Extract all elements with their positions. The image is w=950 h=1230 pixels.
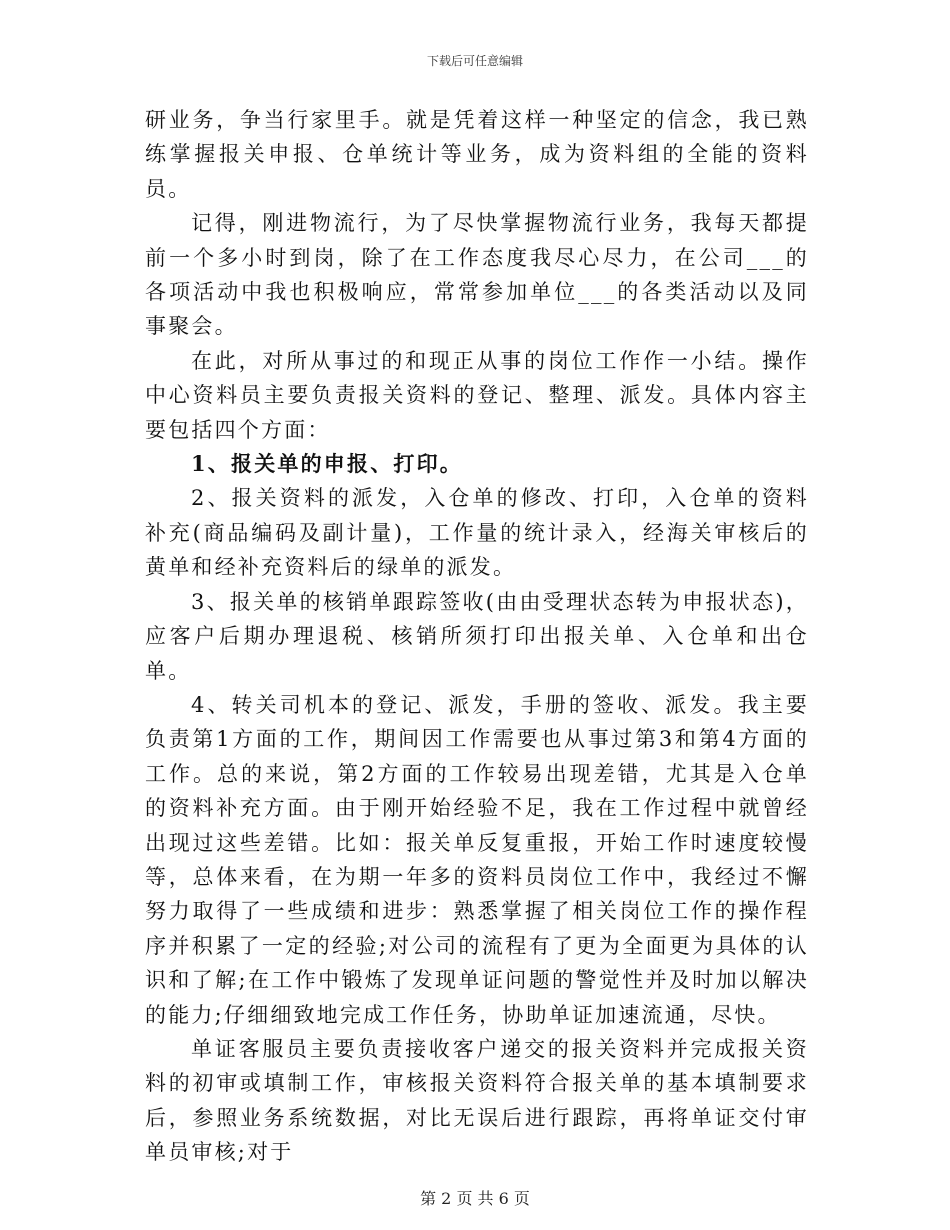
list-item-2: 2、报关资料的派发，入仓单的修改、打印，入仓单的资料补充(商品编码及副计量)，工作量的统计录入，经海关审核后的黄单和经补充资料后的绿单的派发。 bbox=[145, 486, 809, 580]
document-body bbox=[145, 103, 809, 1170]
paragraph-summary-intro: 在此，对所从事过的和现正从事的岗位工作作一小结。操作中心资料员主要负责报关资料的登记、整理、派发。具体内容主要包括四个方面： bbox=[145, 348, 809, 442]
paragraph-continuation: 研业务，争当行家里手。就是凭着这样一种坚定的信念，我已熟练掌握报关申报、仓单统计等业务，成为资料组的全能的资料员。 bbox=[145, 108, 809, 201]
page-header: 下载后可任意编辑 bbox=[426, 54, 523, 68]
paragraph-customer-service: 单证客服员主要负责接收客户递交的报关资料并完成报关资料的初审或填制工作，审核报关资料符合报关单的基本填制要求后，参照业务系统数据，对比无误后进行跟踪，再将单证交付审单员审核;对于 bbox=[145, 1036, 809, 1165]
list-item-1-heading: 1、报关单的申报、打印。 bbox=[191, 451, 464, 477]
list-item-3: 3、报关单的核销单跟踪签收(由由受理状态转为申报状态)，应客户后期办理退税、核销所须打印出报关单、入仓单和出仓单。 bbox=[145, 589, 809, 683]
list-item-4: 4、转关司机本的登记、派发，手册的签收、派发。我主要负责第1方面的工作，期间因工作需要也从事过第3和第4方面的工作。总的来说，第2方面的工作较易出现差错，尤其是入仓单的资料补充方面。由于刚开始经验不足，我在工作过程中就曾经出现过这些差错。比如：报关单反复重报，开始工作时速度较慢等，总体来看，在为期一年多的资料员岗位工作中，我经过不懈努力取得了一些成绩和进步：熟悉掌握了相关岗位工作的操作程序并积累了一定的经验;对公司的流程有了更为全面更为具体的认识和了解;在工作中锻炼了发现单证问题的警觉性并及时加以解决的能力;仔细细致地完成工作任务，协助单证加速流通，尽快。 bbox=[145, 692, 809, 1027]
paragraph-memory: 记得，刚进物流行，为了尽快掌握物流行业务，我每天都提前一个多小时到岗，除了在工作态度我尽心尽力，在公司___的各项活动中我也积极响应，常常参加单位___的各类活动以及同事聚会。 bbox=[145, 211, 809, 339]
page-number-footer: 第 2 页 共 6 页 bbox=[420, 1189, 530, 1208]
